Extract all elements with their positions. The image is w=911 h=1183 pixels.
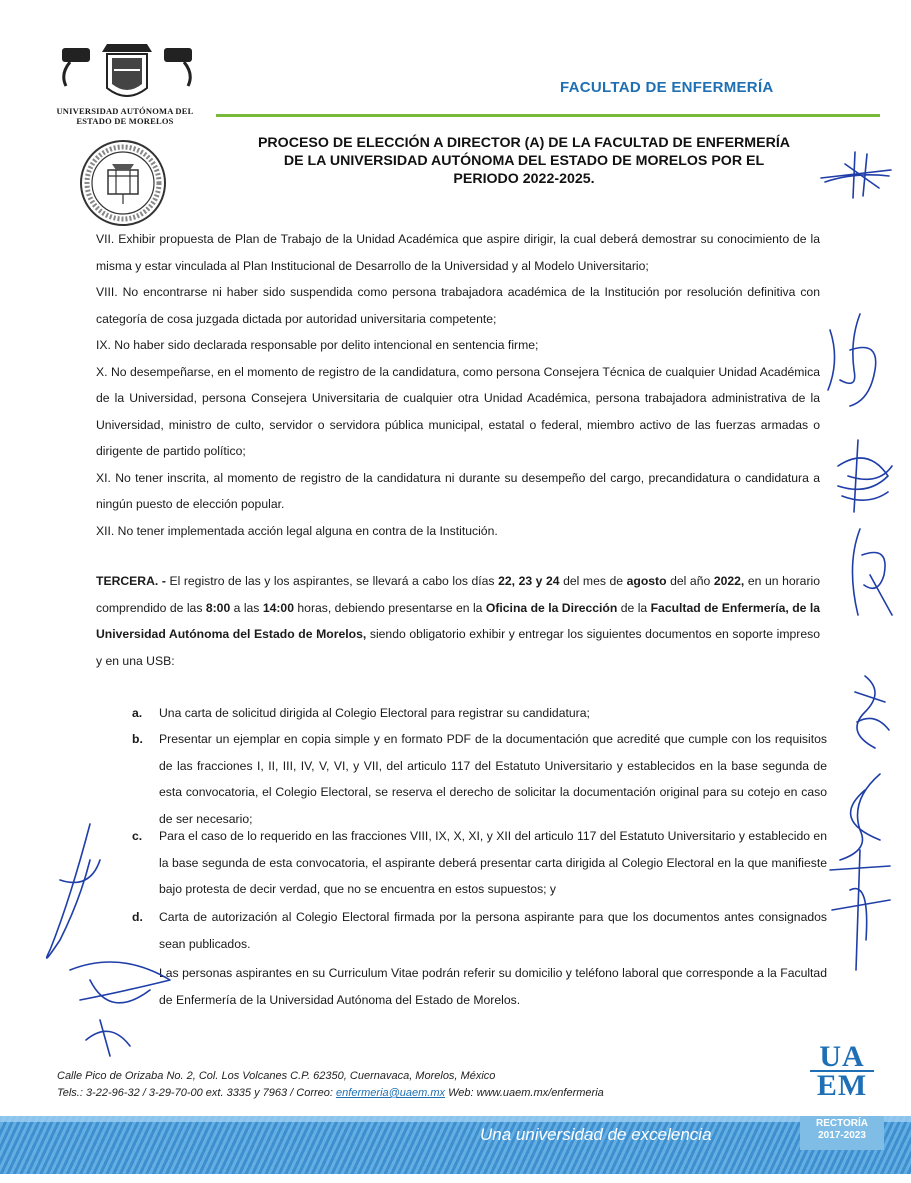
item-label: a. xyxy=(132,706,143,720)
office-name: Oficina de la Dirección xyxy=(485,600,618,615)
tercera-clause xyxy=(96,568,820,674)
signature-2-icon xyxy=(820,310,890,410)
faculty-name: FACULTAD DE ENFERMERÍA xyxy=(560,79,774,96)
uaem-logo xyxy=(810,1040,874,1102)
tercera-text-7: de la xyxy=(617,600,651,615)
item-label: d. xyxy=(132,910,143,924)
requirement-vii: VII. Exhibir propuesta de Plan de Trabajo de la Unidad Académica que aspire dirigir, la cual deberá demostrar su conocimiento de la misma y estar vinculada al Plan Institucional de Desarrollo de la Universidad y al Modelo Universitario; xyxy=(96,232,820,273)
footer-address xyxy=(57,1068,697,1102)
rectoria-title: RECTORÍA xyxy=(815,1118,869,1129)
start-time: 8:00 xyxy=(205,600,231,615)
requirement-x: X. No desempeñarse, en el momento de registro de la candidatura, como persona Consejera Técnica de cualquier Unidad Académica de la Universidad, persona Consejera Universitaria de cualquier otra Unidad Académica, persona trabajadora administrativa de la Universidad, ministro de culto, servidor o servidora pública municipal, estatal o federal, miembro activo de las fuerzas armadas o dirigente de partido político; xyxy=(96,364,820,458)
item-text: Presentar un ejemplar en copia simple y en formato PDF de la documentación que acredité que cumple con los requisitos de las fracciones I, II, III, IV, V, VI, y VII, del articulo 117 del Estatuto Universitario y establecidos en la base segunda de esta convocatoria, el Colegio Electoral, se reserva el derecho de solicitar la documentación original para su cotejo en caso de ser necesario; xyxy=(159,732,827,826)
faculty-seal-icon xyxy=(78,138,168,228)
requirements-list xyxy=(96,226,820,544)
tercera-text-5: a las xyxy=(230,600,263,615)
title-line3: PERIODO 2022-2025. xyxy=(453,171,595,187)
tercera-text-4: en un horario comprendido de las xyxy=(96,574,821,615)
rectoria-period: 2017-2023 xyxy=(818,1130,866,1141)
uaem-logo-bottom: EM xyxy=(810,1070,874,1099)
title-line2: DE LA UNIVERSIDAD AUTÓNOMA DEL ESTADO DE MORELOS POR EL xyxy=(283,153,765,169)
rectoria-label xyxy=(800,1118,884,1142)
item-text: Carta de autorización al Colegio Electoral firmada por la persona aspirante para que los documentos antes consignados sean publicados. xyxy=(159,910,827,951)
faculty-full-name: Facultad de Enfermería, de la Universidad Autónoma del Estado de Morelos, xyxy=(96,600,821,641)
tercera-text-3: del año xyxy=(666,574,714,588)
cv-note-text: Las personas aspirantes en su Curriculum Vitae podrán referir su domicilio y teléfono laboral que corresponde a la Facultad de Enfermería de la Universidad Autónoma del Estado de Morelos. xyxy=(159,966,827,1007)
requirement-viii: VIII. No encontrarse ni haber sido suspendida como persona trabajadora académica de la Institución por resolución definitiva con categoría de cosa juzgada dictada por autoridad universitaria competente; xyxy=(96,285,820,326)
tercera-text-1: El registro de las y los aspirantes, se llevará a cabo los días xyxy=(165,574,499,588)
tercera-text-8: siendo obligatorio exhibir y entregar los siguientes documentos en soporte impreso y en una USB: xyxy=(96,627,820,668)
web-line: Web: www.uaem.mx/enfermeria xyxy=(445,1087,604,1099)
registration-year: 2022, xyxy=(713,574,745,588)
item-text: Para el caso de lo requerido en las fracciones VIII, IX, X, XI, y XII del articulo 117 del Estatuto Universitario y establecido en la base segunda de esta convocatoria, el aspirante deberá presentar carta dirigida al Colegio Electoral en la que manifieste bajo protesta de decir verdad, que no se encuentra en estos supuestos; y xyxy=(159,829,827,896)
tercera-text-6: horas, debiendo presentarse en la xyxy=(293,600,486,615)
end-time: 14:00 xyxy=(262,600,294,615)
signature-7-icon xyxy=(30,820,200,1060)
university-name-line1: UNIVERSIDAD AUTÓNOMA DEL xyxy=(56,106,194,116)
footer-band-highlight xyxy=(0,1116,911,1122)
university-name xyxy=(40,106,210,126)
registration-month: agosto xyxy=(626,574,667,588)
slogan: Una universidad de excelencia xyxy=(480,1125,712,1144)
requirement-ix: IX. No haber sido declarada responsable por delito intencional en sentencia firme; xyxy=(96,338,539,352)
title-line1: PROCESO DE ELECCIÓN A DIRECTOR (A) DE LA FACULTAD DE ENFERMERÍA xyxy=(257,135,791,151)
signature-4-icon xyxy=(840,525,900,625)
item-label: c. xyxy=(132,829,143,843)
tercera-label: TERCERA. - xyxy=(96,574,166,588)
signature-3-icon xyxy=(828,436,898,516)
header-rule xyxy=(216,114,880,117)
email-link[interactable]: enfermeria@uaem.mx xyxy=(336,1087,446,1099)
registration-days: 22, 23 y 24 xyxy=(498,574,560,588)
item-label: b. xyxy=(132,732,143,746)
signature-1-icon xyxy=(815,150,895,200)
document-title xyxy=(218,134,830,188)
tercera-text-2: del mes de xyxy=(559,574,627,588)
item-text: Una carta de solicitud dirigida al Colegio Electoral para registrar su candidatura; xyxy=(159,706,590,720)
university-name-line2: ESTADO DE MORELOS xyxy=(76,116,174,126)
address-line: Calle Pico de Orizaba No. 2, Col. Los Volcanes C.P. 62350, Cuernavaca, Morelos, México xyxy=(57,1070,496,1082)
signature-6-icon xyxy=(820,770,900,980)
requirement-xi: XI. No tener inscrita, al momento de registro de la candidatura ni durante su desempeño del cargo, precandidatura o candidatura a ningún puesto de elección popular. xyxy=(96,470,820,511)
uaem-logo-top: UA xyxy=(819,1040,865,1073)
phones-line: Tels.: 3-22-96-32 / 3-29-70-00 ext. 3335 y 7963 / Correo: xyxy=(57,1087,337,1099)
requirement-xii: XII. No tener implementada acción legal alguna en contra de la Institución. xyxy=(96,523,498,538)
signature-5-icon xyxy=(845,672,895,752)
